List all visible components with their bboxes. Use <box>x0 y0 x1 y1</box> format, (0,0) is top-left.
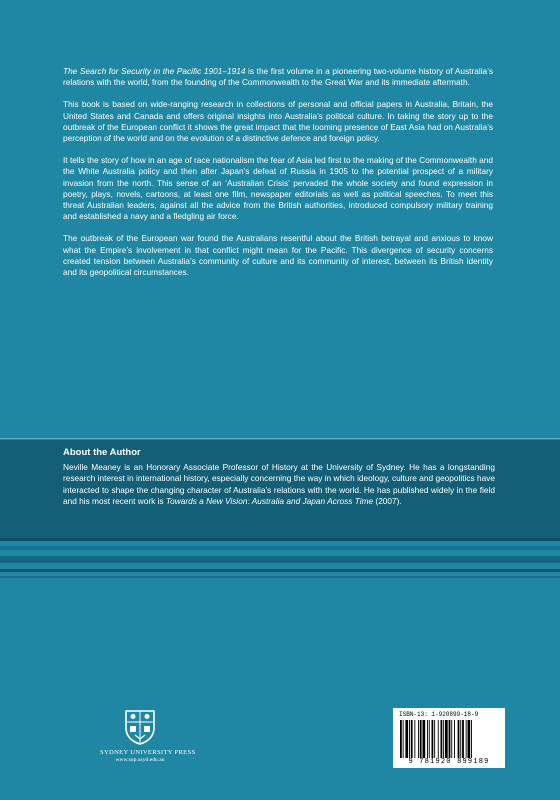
barcode-bar <box>445 720 448 758</box>
isbn-barcode <box>393 708 505 768</box>
barcode-bar <box>400 720 402 758</box>
barcode-bar <box>418 720 419 758</box>
decorative-stripe <box>0 538 560 541</box>
author-recent-book-title: Towards a New Vision: Australia and Japan Across Time <box>165 496 374 507</box>
decorative-stripe <box>0 556 560 563</box>
book-title: The Search for Security in the Pacific 1901–1914 <box>63 66 246 76</box>
isbn-label: ISBN-13: 1-920899-18-9 <box>399 711 479 718</box>
blurb-paragraph-2: This book is based on wide-ranging research in collections of personal and official papers in Australia, Britain, the United States and Canada and offers original insights into Australia’s political culture. In taking the story up to the outbreak of the European conflict it shows the great impact that the looming presence of East Asia had on Australia’s perception of the world and on the evolution of a distinctive defence and foreign policy. <box>63 99 493 144</box>
university-crest-icon <box>123 708 157 746</box>
blurb-paragraph-1 <box>63 66 493 88</box>
blurb-paragraph-3: It tells the story of how in an age of race nationalism the fear of Asia led first to the making of the Commonwealth and the White Australia policy and then after Japan’s defeat of Russia in 1905 to the potential prospect of a military invasion from the north. This sense of an ‘Australian Crisis’ pervaded the whole society and found expression in poetry, plays, novels, cartoons, at least one film, newspaper editorials as well as political speeches. To meet this threat Australian leaders, against all the advice from the British authorities, introduced compulsory military training and established a navy and a fledgling air force. <box>63 155 493 222</box>
barcode-bar <box>414 720 415 758</box>
author-bio-end: (2007). <box>373 496 402 507</box>
barcode-bar <box>438 720 439 758</box>
barcode-icon <box>399 720 499 758</box>
barcode-bar <box>451 720 452 758</box>
author-band-border <box>0 438 560 439</box>
about-author-text <box>63 462 495 508</box>
barcode-bar <box>458 720 460 758</box>
barcode-bar <box>454 720 455 758</box>
barcode-bar <box>432 720 434 758</box>
decorative-stripe <box>0 576 560 578</box>
blurb-paragraph-4: The outbreak of the European war found the Australians resentful about the British betrayal and anxious to know what the Empire’s involvement in that conflict might mean for the Pacific. This divergence of security concerns created tension between Australia’s community of culture and its community of interest, between its British identity and its geopolitical circumstances. <box>63 233 493 278</box>
barcode-bar <box>471 720 472 758</box>
barcode-bar <box>409 720 410 758</box>
barcode-bar <box>449 720 451 758</box>
back-cover-blurb <box>63 66 493 289</box>
barcode-bar <box>411 720 413 758</box>
blurb-paragraph-1-text: is the first volume in a pioneering two-volume history of Australia’s relations with the world, from the founding of the Commonwealth to the Great War and its immediate aftermath. <box>63 66 493 88</box>
barcode-bar <box>423 720 426 758</box>
barcode-bar <box>468 720 471 758</box>
publisher-logo <box>100 708 196 763</box>
barcode-bar <box>403 720 404 758</box>
decorative-stripe <box>0 546 560 550</box>
barcode-digits: 9 781920 899189 <box>408 758 490 766</box>
barcode-bar <box>462 720 464 758</box>
author-bio: Neville Meaney is an Honorary Associate Professor of History at the University of Sydney. He has a longstanding research interest in international history, especially concerning the way in which ideology, culture and geopolitics have interacted to shape the changing character of Australia’s relations with the world. He has published widely in the field and his most recent work is <box>63 462 495 507</box>
barcode-bar <box>460 720 461 758</box>
barcode-bar <box>429 720 430 758</box>
barcode-bar <box>443 720 444 758</box>
barcode-bar <box>427 720 428 758</box>
publisher-url: www.sup.usyd.edu.au <box>115 757 165 763</box>
about-author-heading: About the Author <box>63 447 141 458</box>
decorative-stripe <box>0 569 560 572</box>
barcode-bar <box>405 720 408 758</box>
barcode-bar <box>441 720 443 758</box>
barcode-bar <box>466 720 467 758</box>
publisher-name: SYDNEY UNIVERSITY PRESS <box>100 749 196 756</box>
barcode-bar <box>434 720 435 758</box>
barcode-bar <box>420 720 422 758</box>
